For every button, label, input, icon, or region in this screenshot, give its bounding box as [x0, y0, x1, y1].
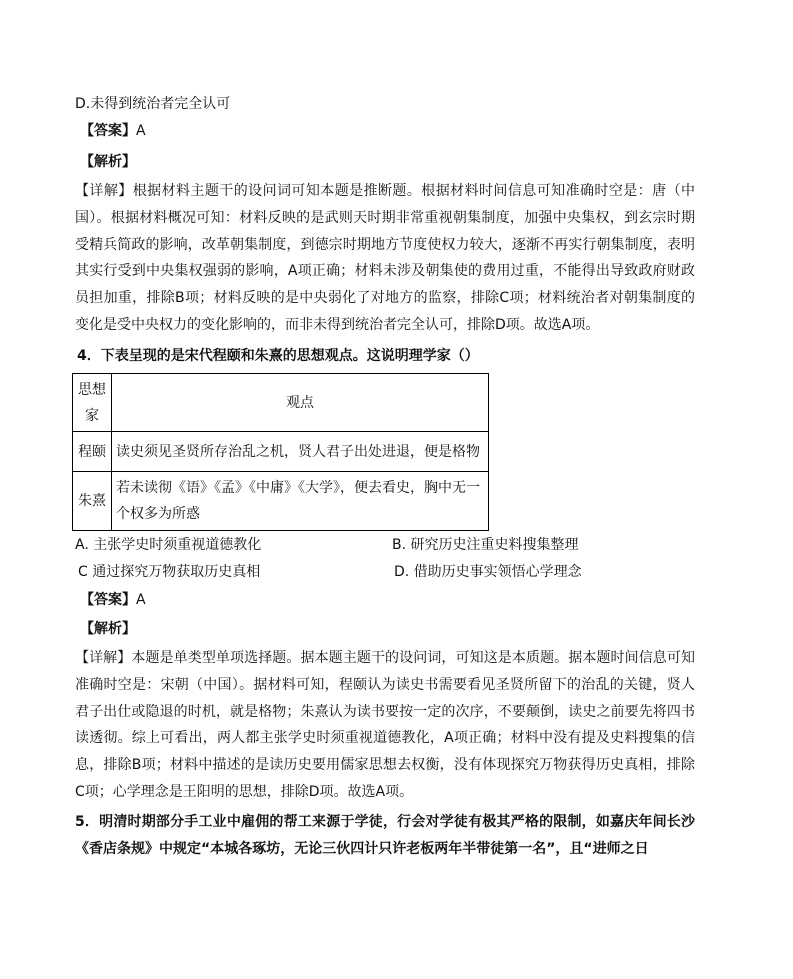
table-row-view: 读史须见圣贤所存治乱之机，贤人君子出处进退，便是格物	[112, 432, 489, 472]
q4-analysis-label: 【解析】	[80, 621, 136, 637]
q4-option-b: B. 研究历史注重史料搜集整理	[392, 537, 579, 553]
q4-stem: 4．下表呈现的是宋代程颐和朱熹的思想观点。这说明理学家（）	[77, 348, 479, 364]
table-row-name: 朱熹	[73, 472, 112, 531]
answer-value: A	[136, 123, 146, 139]
answer-value: A	[136, 592, 146, 608]
q3-detail: 【详解】根据材料主题干的设问词可知本题是推断题。根据材料时间信息可知准确时空是：唐（中国）。根据材料概况可知：材料反映的是武则天时期非常重视朝集制度，加强中央集权，到玄宗时期受精兵简政的影响，改革朝集制度，到德宗时期地方节度使权力较大，逐渐不再实行朝集制度，表明其实行受到中央集权强弱的影响，A项正确；材料未涉及朝集使的费用过重，不能得出导致政府财政员担加重，排除B项；材料反映的是中央弱化了对地方的监察，排除C项；材料统治者对朝集制度的变化是受中央权力的变化影响的，而非未得到统治者完全认可，排除D项。故选A项。	[75, 183, 695, 333]
table-header-thinker: 思想家	[73, 374, 112, 432]
q3-analysis-label: 【解析】	[80, 154, 136, 170]
q4-option-c: C 通过探究万物获取历史真相	[78, 564, 261, 580]
answer-label: 【答案】	[80, 592, 136, 608]
q5-stem: 5．明清时期部分手工业中雇佣的帮工来源于学徒，行会对学徒有极其严格的限制，如嘉庆年间长沙《香店条规》中规定“本城各琢坊，无论三伙四计只许老板两年半带徒第一名”，且“进师之日	[75, 814, 695, 857]
table-header-view: 观点	[112, 374, 489, 432]
q4-option-a: A. 主张学史时须重视道德教化	[75, 537, 262, 553]
table-row-view: 若未读彻《语》《孟》《中庸》《大学》，便去看史，胸中无一个权多为所惑	[112, 472, 489, 531]
q3-answer	[80, 120, 146, 142]
q4-answer	[80, 589, 146, 611]
q4-detail: 【详解】本题是单类型单项选择题。据本题主题干的设问词，可知这是本质题。据本题时间信息可知准确时空是：宋朝（中国）。据材料可知，程颐认为读史书需要看见圣贤所留下的治乱的关键，贤人君子出仕或隐退的时机，就是格物；朱熹认为读书要按一定的次序，不要颠倒，读史之前要先将四书读透彻。综上可看出，两人都主张学史时须重视道德教化，A项正确；材料中没有提及史料搜集的信息，排除B项；材料中描述的是读历史要用儒家思想去权衡，没有体现探究万物获得历史真相，排除C项；心学理念是王阳明的思想，排除D项。故选A项。	[75, 650, 695, 800]
answer-label: 【答案】	[80, 123, 136, 139]
q4-option-d: D. 借助历史事实领悟心学理念	[394, 564, 582, 580]
viewpoint-table	[72, 373, 489, 531]
table-row-name: 程颐	[73, 432, 112, 472]
q3-option-d: D.未得到统治者完全认可	[75, 96, 231, 112]
